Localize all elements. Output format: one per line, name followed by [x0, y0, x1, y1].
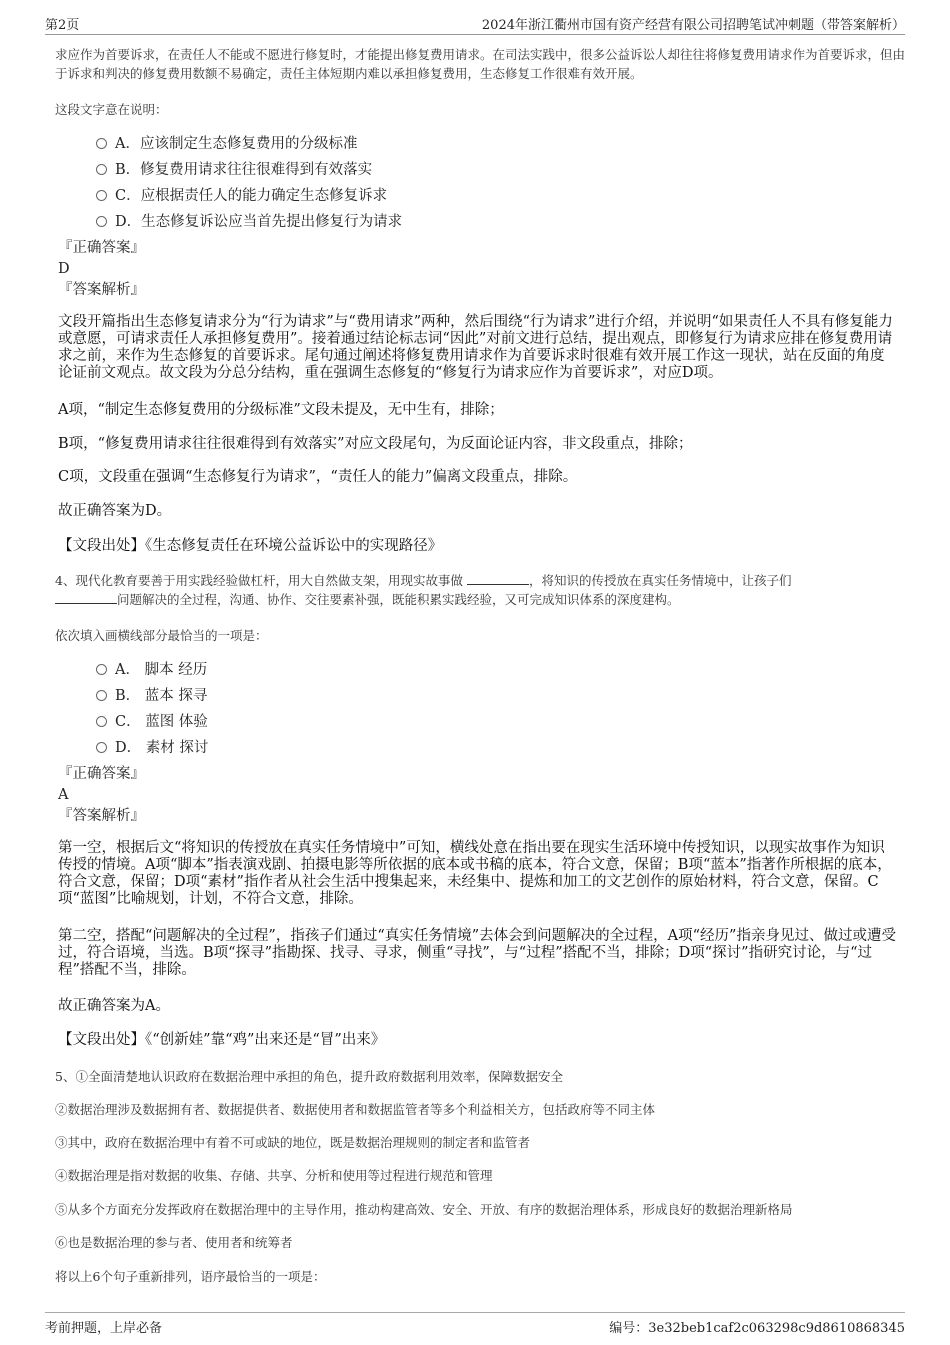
q4-analysis-label: 『答案解析』: [58, 808, 145, 824]
q5-sentence-3: ③其中，政府在数据治理中有着不可或缺的地位，既是数据治理规则的制定者和监管者: [55, 1135, 531, 1150]
document-id: 编号：3e32beb1caf2c063298c9d8610868345: [609, 1321, 905, 1336]
radio-icon[interactable]: [96, 216, 107, 227]
radio-icon[interactable]: [96, 690, 107, 701]
q3-analysis-a: A项，“制定生态修复费用的分级标准”文段未提及，无中生有，排除；: [58, 402, 504, 418]
document-title: 2024年浙江衢州市国有资产经营有限公司招聘笔试冲刺题（带答案解析）: [481, 18, 905, 33]
q3-option-c[interactable]: [96, 186, 387, 206]
q4-analysis-blank-1: 第一空，根据后文“将知识的传授放在真实任务情境中”可知，横线处意在指出要在现实生活环境中传授知识，以现实故事作为知识传授的情境。A项“脚本”指表演戏剧、拍摄电影等所依据的底本或书稿的底本，符合文意，保留；B项“蓝本”指著作所根据的底本，符合文意，保留；D项“素材”指作者从社会生活中搜集起来，未经集中、提炼和加工的文艺创作的原始材料，符合文意，保留。C项“蓝图”比喻规划，计划，不符合文意，排除。: [58, 840, 892, 907]
q4-answer: A: [58, 787, 69, 803]
q3-option-d-label: D．生态修复诉讼应当首先提出修复行为请求: [115, 214, 403, 230]
q5-sentence-6: ⑥也是数据治理的参与者、使用者和统筹者: [55, 1235, 293, 1250]
q3-answer: D: [58, 261, 70, 277]
q3-analysis-label: 『答案解析』: [58, 282, 145, 298]
q5-sentence-5: ⑤从多个方面充分发挥政府在数据治理中的主导作用，推动构建高效、安全、开放、有序的数据治理体系，形成良好的数据治理新格局: [55, 1202, 793, 1217]
q4-option-c[interactable]: [96, 712, 208, 732]
q3-analysis-summary: 文段开篇指出生态修复请求分为“行为请求”与“费用请求”两种，然后围绕“行为请求”进行介绍，并说明“如果责任人不具有修复能力或意愿，可请求责任人承担修复费用”。接着通过结论标志词“因此”对前文进行总结，提出观点，即修复行为请求应排在修复费用请求之前，来作为生态修复的首要诉求。尾句通过阐述将修复费用请求作为首要诉求时很难有效开展工作这一现状，站在反面的角度论证前文观点。故文段为分总分结构，重在强调生态修复的“修复行为请求应作为首要诉求”，对应D项。: [58, 314, 893, 381]
q4-prompt: 依次填入画横线部分最恰当的一项是：: [55, 628, 268, 643]
q3-source: 【文段出处】《生态修复责任在环境公益诉讼中的实现路径》: [58, 538, 443, 554]
q3-option-d[interactable]: [96, 212, 402, 232]
q4-conclusion: 故正确答案为A。: [58, 998, 170, 1014]
radio-icon[interactable]: [96, 164, 107, 175]
q3-option-b-label: B．修复费用请求往往很难得到有效落实: [115, 162, 373, 178]
q4-option-d-label: D． 素材 探讨: [115, 740, 209, 756]
q4-option-b-label: B． 蓝本 探寻: [115, 688, 208, 704]
q3-analysis-c: C项，文段重在强调“生态修复行为请求”，“责任人的能力”偏离文段重点，排除。: [58, 469, 578, 485]
q4-stem-part-2: ，将知识的传授放在真实任务情境中，让孩子们: [528, 573, 792, 588]
q3-prompt: 这段文字意在说明：: [55, 102, 168, 117]
q4-stem-part-1: 4、现代化教育要善于用实践经验做杠杆，用大自然做支架，用现实故事做: [55, 573, 463, 588]
q5-prompt: 将以上6个句子重新排列，语序最恰当的一项是：: [55, 1269, 326, 1284]
q4-option-a-label: A． 脚本 经历: [115, 662, 208, 678]
q4-option-d[interactable]: [96, 738, 208, 758]
q4-option-a[interactable]: [96, 660, 207, 680]
q3-option-b[interactable]: [96, 160, 372, 180]
q3-answer-label: 『正确答案』: [58, 240, 145, 256]
q4-source: 【文段出处】《“创新娃”靠“鸡”出来还是“冒”出来》: [58, 1032, 386, 1048]
q4-stem: [55, 571, 905, 609]
q4-analysis-blank-2: 第二空，搭配“问题解决的全过程”，指孩子们通过“真实任务情境”去体会到问题解决的全过程，A项“经历”指亲身见过、做过或遭受过，符合语境，当选。B项“探寻”指勘探、找寻、寻求，侧重“寻找”，与“过程”搭配不当，排除；D项“探讨”指研究讨论，与“过程”搭配不当，排除。: [58, 928, 896, 978]
q4-blank-1: [467, 572, 529, 585]
q3-option-c-label: C．应根据责任人的能力确定生态修复诉求: [115, 188, 388, 204]
radio-icon[interactable]: [96, 190, 107, 201]
q5-sentence-2: ②数据治理涉及数据拥有者、数据提供者、数据使用者和数据监管者等多个利益相关方，包括政府等不同主体: [55, 1102, 656, 1117]
q4-option-b[interactable]: [96, 686, 207, 706]
q4-answer-label: 『正确答案』: [58, 766, 145, 782]
radio-icon[interactable]: [96, 138, 107, 149]
q5-sentence-1: 5、①全面清楚地认识政府在数据治理中承担的角色，提升政府数据利用效率，保障数据安全: [55, 1069, 563, 1084]
radio-icon[interactable]: [96, 664, 107, 675]
q3-conclusion: 故正确答案为D。: [58, 503, 172, 519]
q3-passage: 求应作为首要诉求，在责任人不能或不愿进行修复时，才能提出修复费用请求。在司法实践中，很多公益诉讼人却往往将修复费用请求作为首要诉求，但由于诉求和判决的修复费用数额不易确定，责任主体短期内难以承担修复费用，生态修复工作很难有效开展。: [55, 47, 906, 81]
q3-analysis-b: B项，“修复费用请求往往很难得到有效落实”对应文段尾句，为反面论证内容，非文段重点，排除；: [58, 436, 693, 452]
q4-stem-part-3: 问题解决的全过程，沟通、协作、交往要素补强，既能积累实践经验，又可完成知识体系的深度建构。: [117, 592, 680, 607]
page-header: [45, 12, 905, 35]
q4-option-c-label: C． 蓝图 体验: [115, 714, 208, 730]
page-number: 第2页: [45, 18, 80, 33]
radio-icon[interactable]: [96, 742, 107, 753]
q4-blank-2: [55, 591, 117, 604]
q3-option-a[interactable]: [96, 134, 357, 154]
q3-option-a-label: A．应该制定生态修复费用的分级标准: [115, 136, 358, 152]
q5-sentence-4: ④数据治理是指对数据的收集、存储、共享、分析和使用等过程进行规范和管理: [55, 1168, 493, 1183]
page-footer: [45, 1312, 905, 1337]
radio-icon[interactable]: [96, 716, 107, 727]
footer-slogan: 考前押题，上岸必备: [45, 1321, 163, 1336]
